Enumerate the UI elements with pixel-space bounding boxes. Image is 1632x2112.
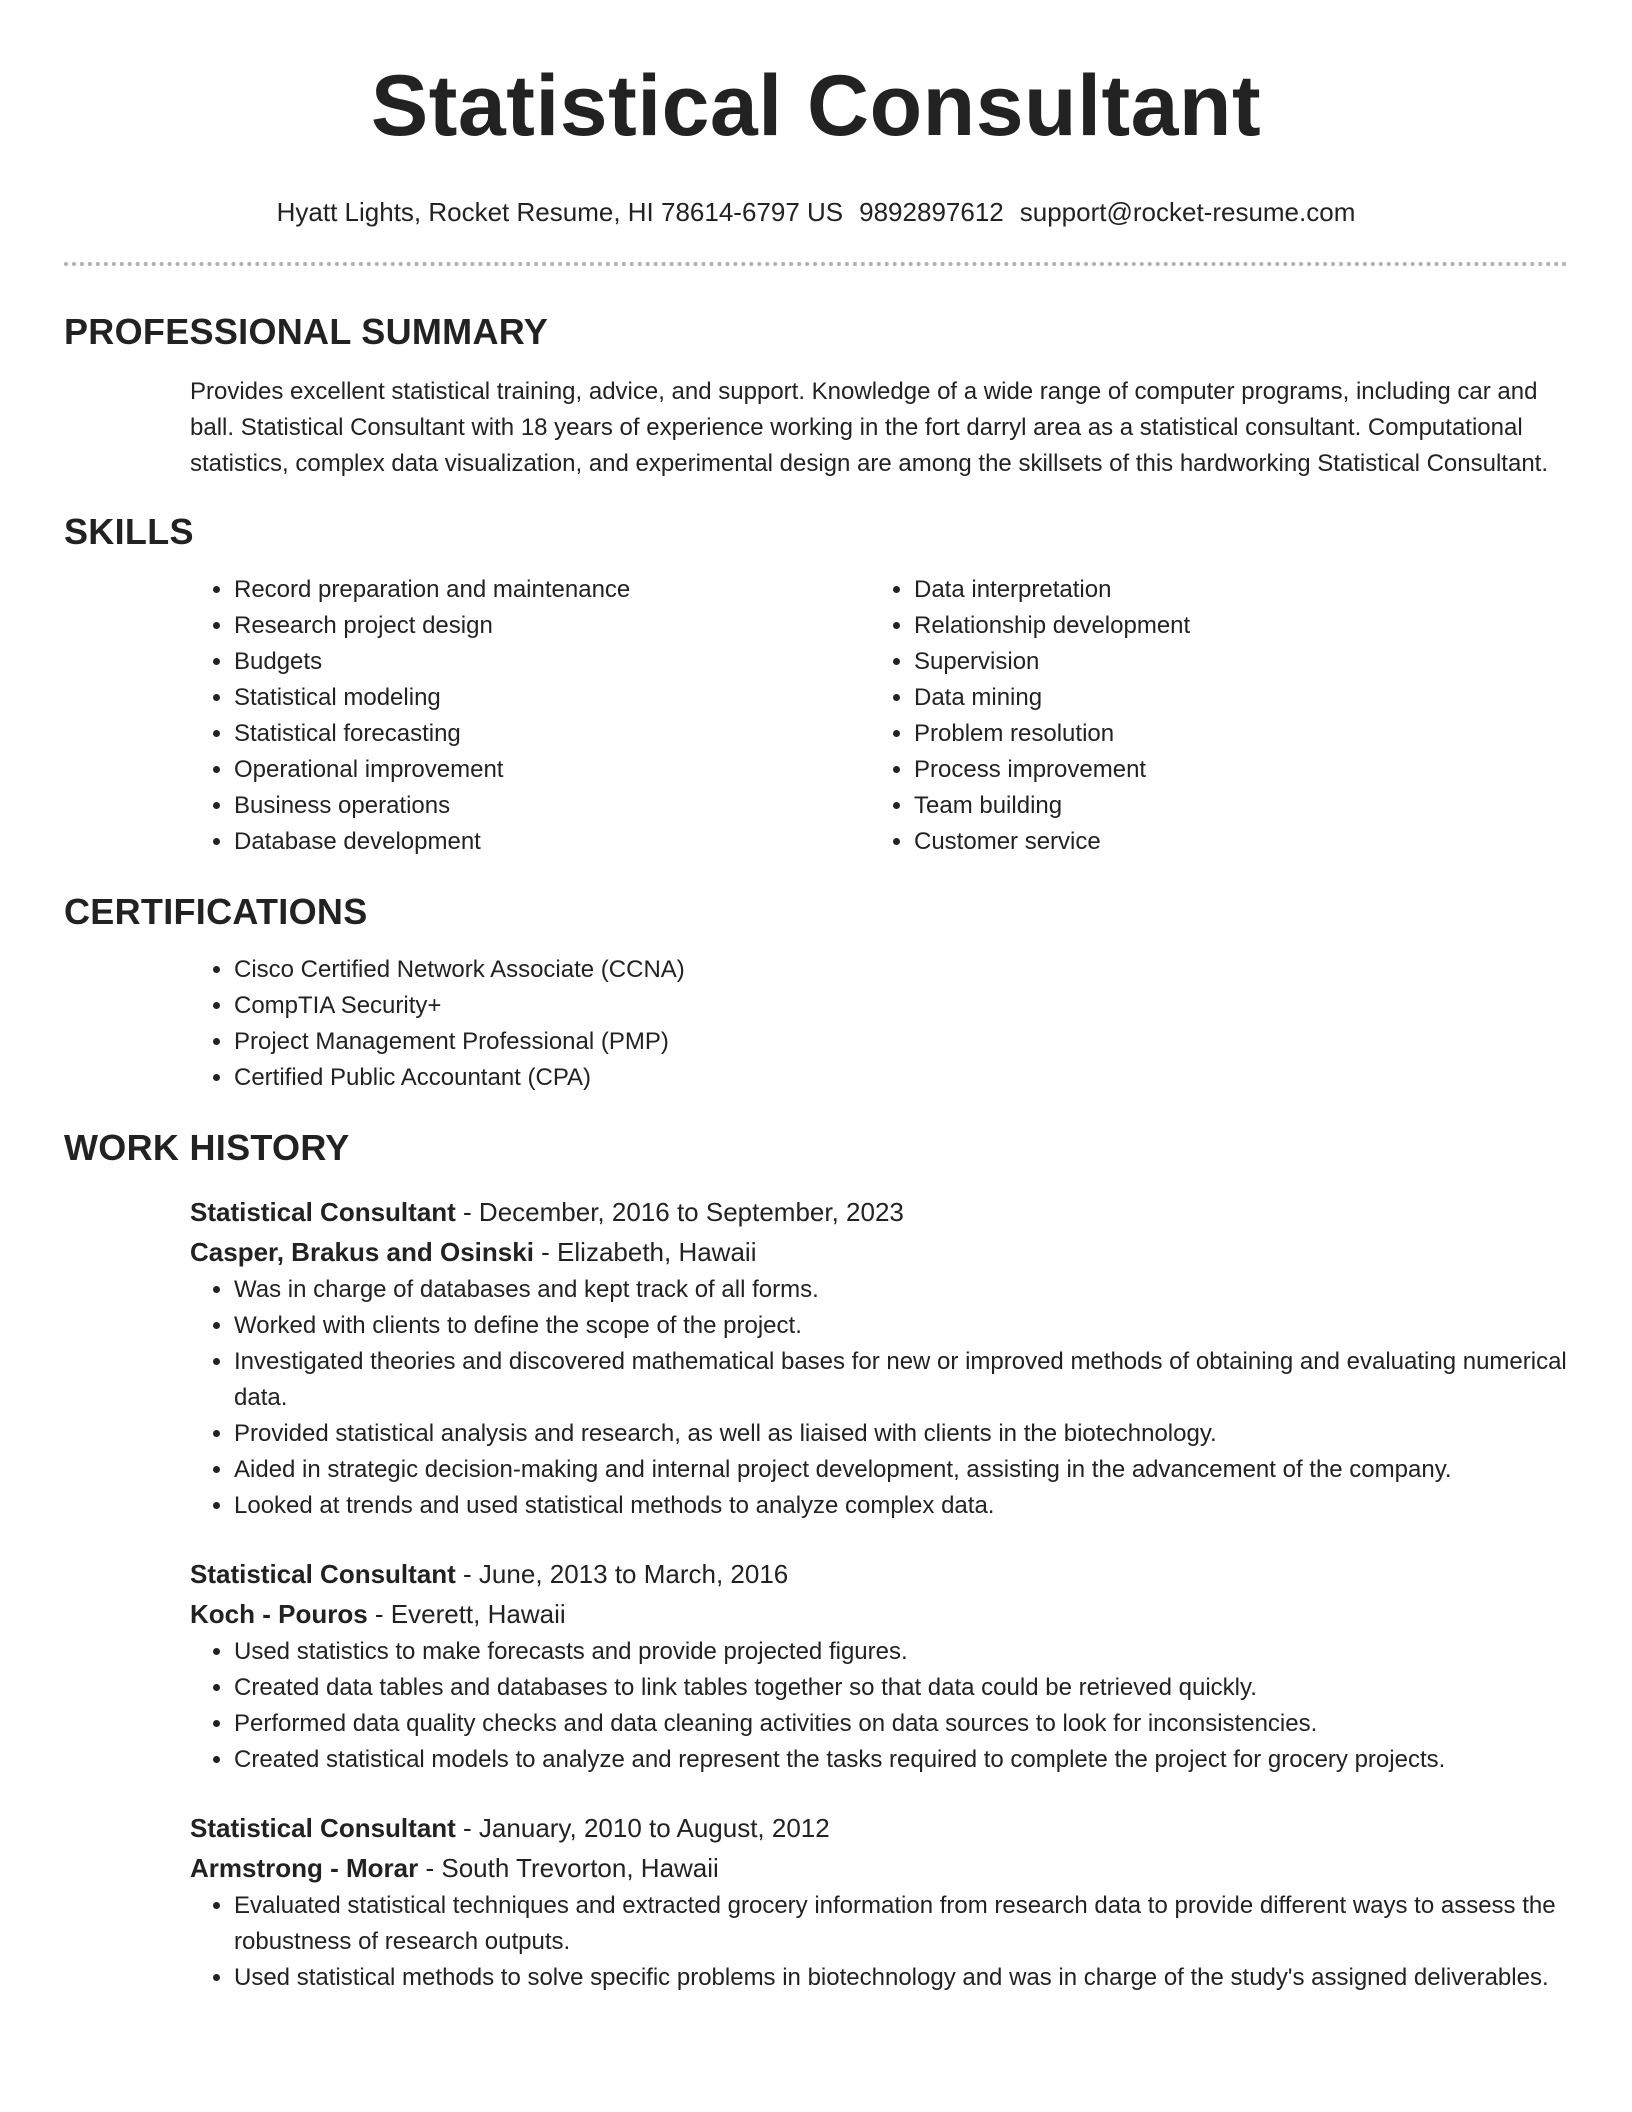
job-duties-list bbox=[190, 1888, 1568, 1996]
skill-item: • Relationship development bbox=[914, 608, 1550, 644]
job-location: - Everett, Hawaii bbox=[367, 1599, 566, 1629]
skills-column-left bbox=[190, 572, 870, 860]
work-history-section bbox=[64, 1126, 1568, 1996]
contact-email: support@rocket-resume.com bbox=[1019, 197, 1356, 227]
job-duty: • Investigated theories and discovered mathematical bases for new or improved methods of obtaining and evaluating numerical data. bbox=[234, 1344, 1568, 1416]
skill-item: • Process improvement bbox=[914, 752, 1550, 788]
job-duty: • Created statistical models to analyze and represent the tasks required to complete the project for grocery projects. bbox=[234, 1742, 1568, 1778]
skill-item: • Statistical forecasting bbox=[234, 716, 870, 752]
job-role: Statistical Consultant bbox=[190, 1197, 456, 1227]
job-dates: - December, 2016 to September, 2023 bbox=[455, 1197, 904, 1227]
job-location: - Elizabeth, Hawaii bbox=[533, 1237, 757, 1267]
job-role: Statistical Consultant bbox=[190, 1813, 456, 1843]
resume-header bbox=[0, 0, 1632, 228]
skill-item: • Team building bbox=[914, 788, 1550, 824]
job-duties-list bbox=[190, 1634, 1568, 1778]
job-duty: • Created data tables and databases to link tables together so that data could be retrieved quickly. bbox=[234, 1670, 1568, 1706]
skills-list-right bbox=[870, 572, 1550, 860]
job-title-line bbox=[190, 1808, 1568, 1848]
skills-grid bbox=[190, 572, 1568, 860]
skill-item: • Supervision bbox=[914, 644, 1550, 680]
certification-item: • Project Management Professional (PMP) bbox=[234, 1024, 1568, 1060]
summary-heading: PROFESSIONAL SUMMARY bbox=[64, 311, 549, 352]
job-company-line bbox=[190, 1594, 1568, 1634]
skill-item: • Research project design bbox=[234, 608, 870, 644]
skill-item: • Data interpretation bbox=[914, 572, 1550, 608]
job-dates: - June, 2013 to March, 2016 bbox=[455, 1559, 789, 1589]
job-duty: • Performed data quality checks and data cleaning activities on data sources to look for inconsistencies. bbox=[234, 1706, 1568, 1742]
job-title-line bbox=[190, 1192, 1568, 1232]
job-company: Armstrong - Morar bbox=[190, 1853, 419, 1883]
candidate-name: Statistical Consultant bbox=[370, 58, 1262, 154]
skill-item: • Operational improvement bbox=[234, 752, 870, 788]
job-company-line bbox=[190, 1848, 1568, 1888]
job-duty: • Provided statistical analysis and research, as well as liaised with clients in the biotechnology. bbox=[234, 1416, 1568, 1452]
certifications-list bbox=[190, 952, 1568, 1096]
skill-item: • Business operations bbox=[234, 788, 870, 824]
skills-section bbox=[64, 510, 1568, 860]
job-company: Koch - Pouros bbox=[190, 1599, 368, 1629]
summary-text: Provides excellent statistical training, advice, and support. Knowledge of a wide range of computer programs, including car and ball. Statistical Consultant with 18 years of experience working in the fort darryl area as a statistical consultant. Computational statistics, complex data visualization, and experimental design are among the skillsets of this hardworking Statistical Consultant. bbox=[190, 378, 1549, 477]
certification-item: • CompTIA Security+ bbox=[234, 988, 1568, 1024]
job-dates: - January, 2010 to August, 2012 bbox=[455, 1813, 830, 1843]
skill-item: • Data mining bbox=[914, 680, 1550, 716]
skills-column-right bbox=[870, 572, 1550, 860]
skill-item: • Customer service bbox=[914, 824, 1550, 860]
job-company-line bbox=[190, 1232, 1568, 1272]
job-duty: • Aided in strategic decision-making and internal project development, assisting in the advancement of the company. bbox=[234, 1452, 1568, 1488]
contact-phone: 9892897612 bbox=[859, 197, 1004, 227]
skill-item: • Record preparation and maintenance bbox=[234, 572, 870, 608]
certification-item: • Cisco Certified Network Associate (CCNA) bbox=[234, 952, 1568, 988]
job-duty: • Used statistics to make forecasts and provide projected figures. bbox=[234, 1634, 1568, 1670]
job-duty: • Used statistical methods to solve specific problems in biotechnology and was in charge of the study's assigned deliverables. bbox=[234, 1960, 1568, 1996]
job-title-line bbox=[190, 1554, 1568, 1594]
certifications-heading: CERTIFICATIONS bbox=[64, 891, 368, 932]
summary-section bbox=[64, 310, 1568, 482]
job-duty: • Was in charge of databases and kept track of all forms. bbox=[234, 1272, 1568, 1308]
contact-line bbox=[0, 196, 1632, 228]
skill-item: • Budgets bbox=[234, 644, 870, 680]
job-entry bbox=[190, 1554, 1568, 1778]
skills-heading: SKILLS bbox=[64, 511, 194, 552]
contact-address: Hyatt Lights, Rocket Resume, HI 78614-6797 US bbox=[276, 197, 844, 227]
job-duties-list bbox=[190, 1272, 1568, 1524]
certification-item: • Certified Public Accountant (CPA) bbox=[234, 1060, 1568, 1096]
job-duty: • Worked with clients to define the scope of the project. bbox=[234, 1308, 1568, 1344]
job-duty: • Looked at trends and used statistical methods to analyze complex data. bbox=[234, 1488, 1568, 1524]
certifications-section bbox=[64, 890, 1568, 1096]
job-location: - South Trevorton, Hawaii bbox=[418, 1853, 719, 1883]
certifications-body bbox=[190, 952, 1568, 1096]
job-entry bbox=[190, 1808, 1568, 1996]
job-entry bbox=[190, 1192, 1568, 1524]
skill-item: • Database development bbox=[234, 824, 870, 860]
work-history-heading: WORK HISTORY bbox=[64, 1127, 350, 1168]
job-role: Statistical Consultant bbox=[190, 1559, 456, 1589]
job-duty: • Evaluated statistical techniques and extracted grocery information from research data to provide different ways to assess the robustness of research outputs. bbox=[234, 1888, 1568, 1960]
job-company: Casper, Brakus and Osinski bbox=[190, 1237, 534, 1267]
skill-item: • Problem resolution bbox=[914, 716, 1550, 752]
skills-list-left bbox=[190, 572, 870, 860]
skill-item: • Statistical modeling bbox=[234, 680, 870, 716]
header-divider bbox=[64, 262, 1568, 266]
